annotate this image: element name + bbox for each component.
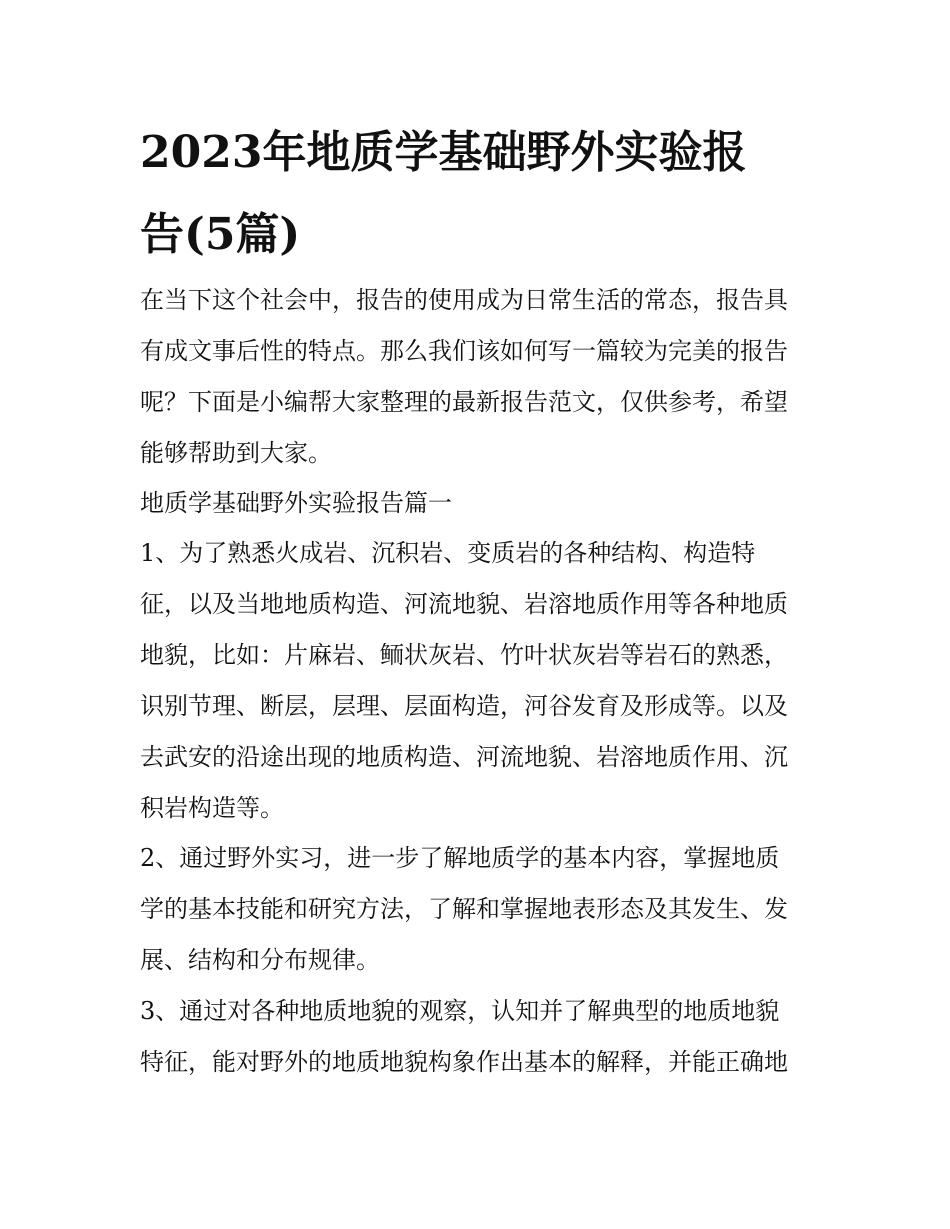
section-heading-text: 地质学基础野外实验报告篇一 [140,489,452,517]
text-line: 积岩构造等。 [140,794,284,822]
text-line: 呢？下面是小编帮大家整理的最新报告范文，仅供参考，希望 [140,388,788,416]
list-item-2 [140,833,820,986]
text-line: 地貌，比如：片麻岩、鲕状灰岩、竹叶状灰岩等岩石的熟悉， [140,641,788,669]
text-line: 征，以及当地地质构造、河流地貌、岩溶地质作用等各种地质 [140,590,788,618]
intro-paragraph [140,275,820,479]
text-line: 2、通过野外实习，进一步了解地质学的基本内容，掌握地质 [140,844,780,872]
text-line: 3、通过对各种地质地貌的观察，认知并了解典型的地质地貌 [140,997,780,1025]
text-line: 特征，能对野外的地质地貌构象作出基本的解释，并能正确地 [140,1048,788,1076]
text-line: 展、结构和分布规律。 [140,946,380,974]
section-heading [140,478,820,529]
text-line: 1、为了熟悉火成岩、沉积岩、变质岩的各种结构、构造特 [140,539,756,567]
title-line: 2023年地质学基础野外实验报 [140,127,747,178]
text-line: 在当下这个社会中，报告的使用成为日常生活的常态，报告具 [140,286,788,314]
title-line: 告(5篇) [140,209,301,260]
document-title [140,112,820,276]
list-item-3 [140,986,820,1088]
text-line: 学的基本技能和研究方法，了解和掌握地表形态及其发生、发 [140,895,788,923]
list-item-1 [140,528,820,834]
text-line: 有成文事后性的特点。那么我们该如何写一篇较为完美的报告 [140,337,788,365]
text-line: 能够帮助到大家。 [140,439,332,467]
text-line: 去武安的沿途出现的地质构造、河流地貌、岩溶地质作用、沉 [140,743,788,771]
text-line: 识别节理、断层，层理、层面构造，河谷发育及形成等。以及 [140,692,788,720]
